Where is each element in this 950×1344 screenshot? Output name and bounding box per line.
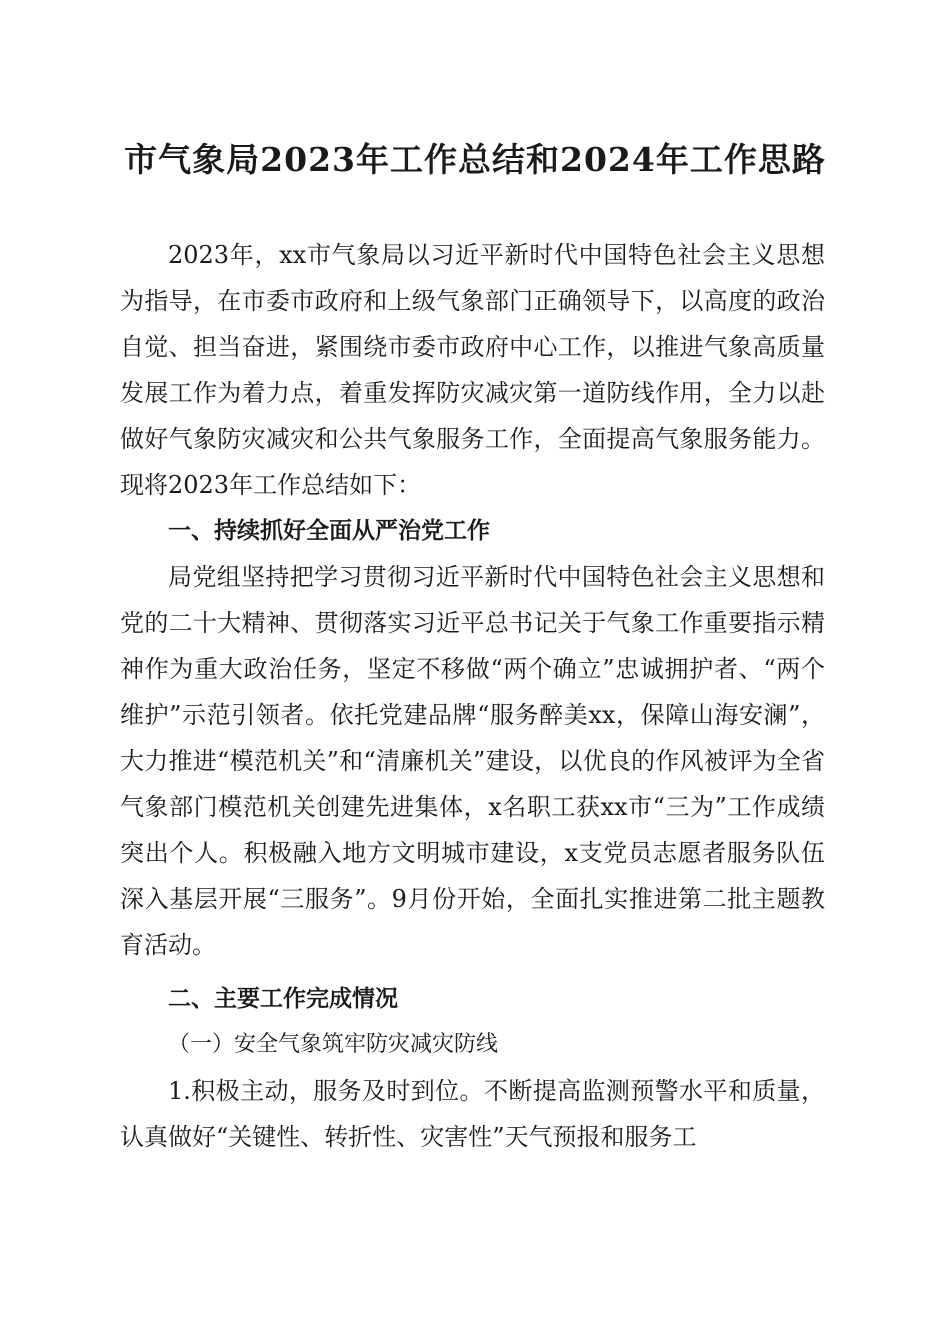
section-2-heading: 二、主要工作完成情况 (168, 986, 398, 1012)
section-2-item-1: 1.积极主动，服务及时到位。不断提高监测预警水平和质量，认真做好“关键性、转折性、灾害性”天气预报和服务工 (120, 1077, 825, 1151)
section-2-subheading: （一）安全气象筑牢防灾减灾防线 (168, 1032, 499, 1057)
intro-paragraph: 2023年，xx市气象局以习近平新时代中国特色社会主义思想为指导，在市委市政府和上级气象部门正确领导下，以高度的政治自觉、担当奋进，紧围绕市委市政府中心工作，以推进气象高质量发展工作为着力点，着重发挥防灾减灾第一道防线作用，全力以赴做好气象防灾减灾和公共气象服务工作，全面提高气象服务能力。现将2023年工作总结如下： (120, 241, 825, 499)
section-1-paragraph: 局党组坚持把学习贯彻习近平新时代中国特色社会主义思想和党的二十大精神、贯彻落实习近平总书记关于气象工作重要指示精神作为重大政治任务，坚定不移做“两个确立”忠诚拥护者、“两个维护”示范引领者。依托党建品牌“服务醉美xx，保障山海安澜”，大力推进“模范机关”和“清廉机关”建设，以优良的作风被评为全省气象部门模范机关创建先进集体，x名职工获xx市“三为”工作成绩突出个人。积极融入地方文明城市建设，x支党员志愿者服务队伍深入基层开展“三服务”。9月份开始，全面扎实推进第二批主题教育活动。 (120, 563, 825, 959)
section-1-heading: 一、持续抓好全面从严治党工作 (168, 518, 490, 544)
document-body (120, 232, 825, 1160)
document-title: 市气象局2023年工作总结和2024年工作思路 (124, 140, 826, 179)
